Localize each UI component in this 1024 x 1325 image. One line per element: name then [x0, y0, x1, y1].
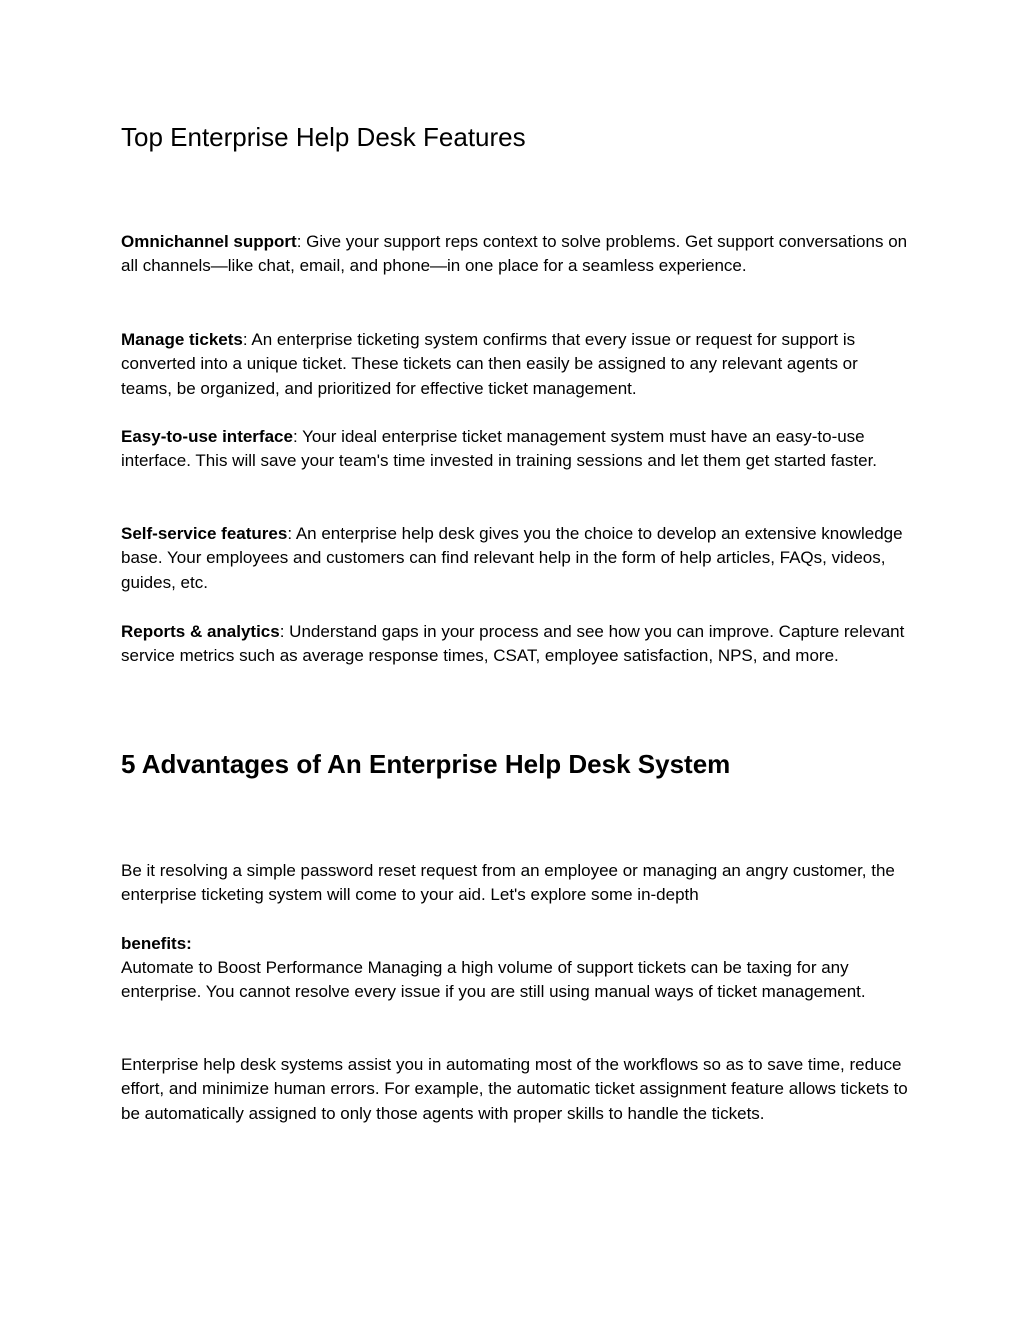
feature-self-service — [121, 522, 911, 596]
benefits-label — [121, 932, 911, 957]
feature-text: : Understand gaps in your process and see how you can improve. Capture relevant service metrics such as average response times, CSAT, employee satisfaction, NPS, and more. — [121, 621, 905, 665]
benefit-paragraph-1: Automate to Boost Performance Managing a high volume of support tickets can be taxing for any enterprise. You cannot resolve every issue if you are still using manual ways of ticket management. — [121, 957, 866, 1001]
intro-paragraph: Be it resolving a simple password reset request from an employee or managing an angry customer, the enterprise ticketing system will come to your aid. Let's explore some in-depth — [121, 860, 895, 904]
feature-text: : An enterprise help desk gives you the choice to develop an extensive knowledge base. Your employees and customers can find relevant help in the form of help articles, FAQs, videos, guides, etc. — [121, 523, 903, 592]
feature-term: Self-service features — [121, 523, 288, 543]
feature-omnichannel — [121, 230, 911, 279]
feature-term: Manage tickets — [121, 329, 243, 349]
feature-reports-analytics — [121, 620, 911, 669]
feature-manage-tickets — [121, 328, 911, 402]
feature-easy-interface — [121, 425, 911, 474]
benefits-label-text: benefits: — [121, 933, 192, 953]
page-title: Top Enterprise Help Desk Features — [121, 122, 526, 152]
section-title: 5 Advantages of An Enterprise Help Desk System — [121, 749, 731, 779]
feature-text: : Give your support reps context to solve problems. Get support conversations on all channels—like chat, email, and phone—in one place for a seamless experience. — [121, 231, 908, 275]
feature-text: : An enterprise ticketing system confirms that every issue or request for support is converted into a unique ticket. These tickets can then easily be assigned to any relevant agents or teams, be organized, and prioritized for effective ticket management. — [121, 329, 858, 398]
feature-term: Easy-to-use interface — [121, 426, 293, 446]
benefit-paragraph-2: Enterprise help desk systems assist you in automating most of the workflows so as to save time, reduce effort, and minimize human errors. For example, the automatic ticket assignment feature allows tickets to be automatically assigned to only those agents with proper skills to handle the tickets. — [121, 1054, 908, 1123]
feature-text: : Your ideal enterprise ticket management system must have an easy-to-use interface. This will save your team's time invested in training sessions and let them get started faster. — [121, 426, 878, 470]
feature-term: Omnichannel support — [121, 231, 297, 251]
feature-term: Reports & analytics — [121, 621, 280, 641]
